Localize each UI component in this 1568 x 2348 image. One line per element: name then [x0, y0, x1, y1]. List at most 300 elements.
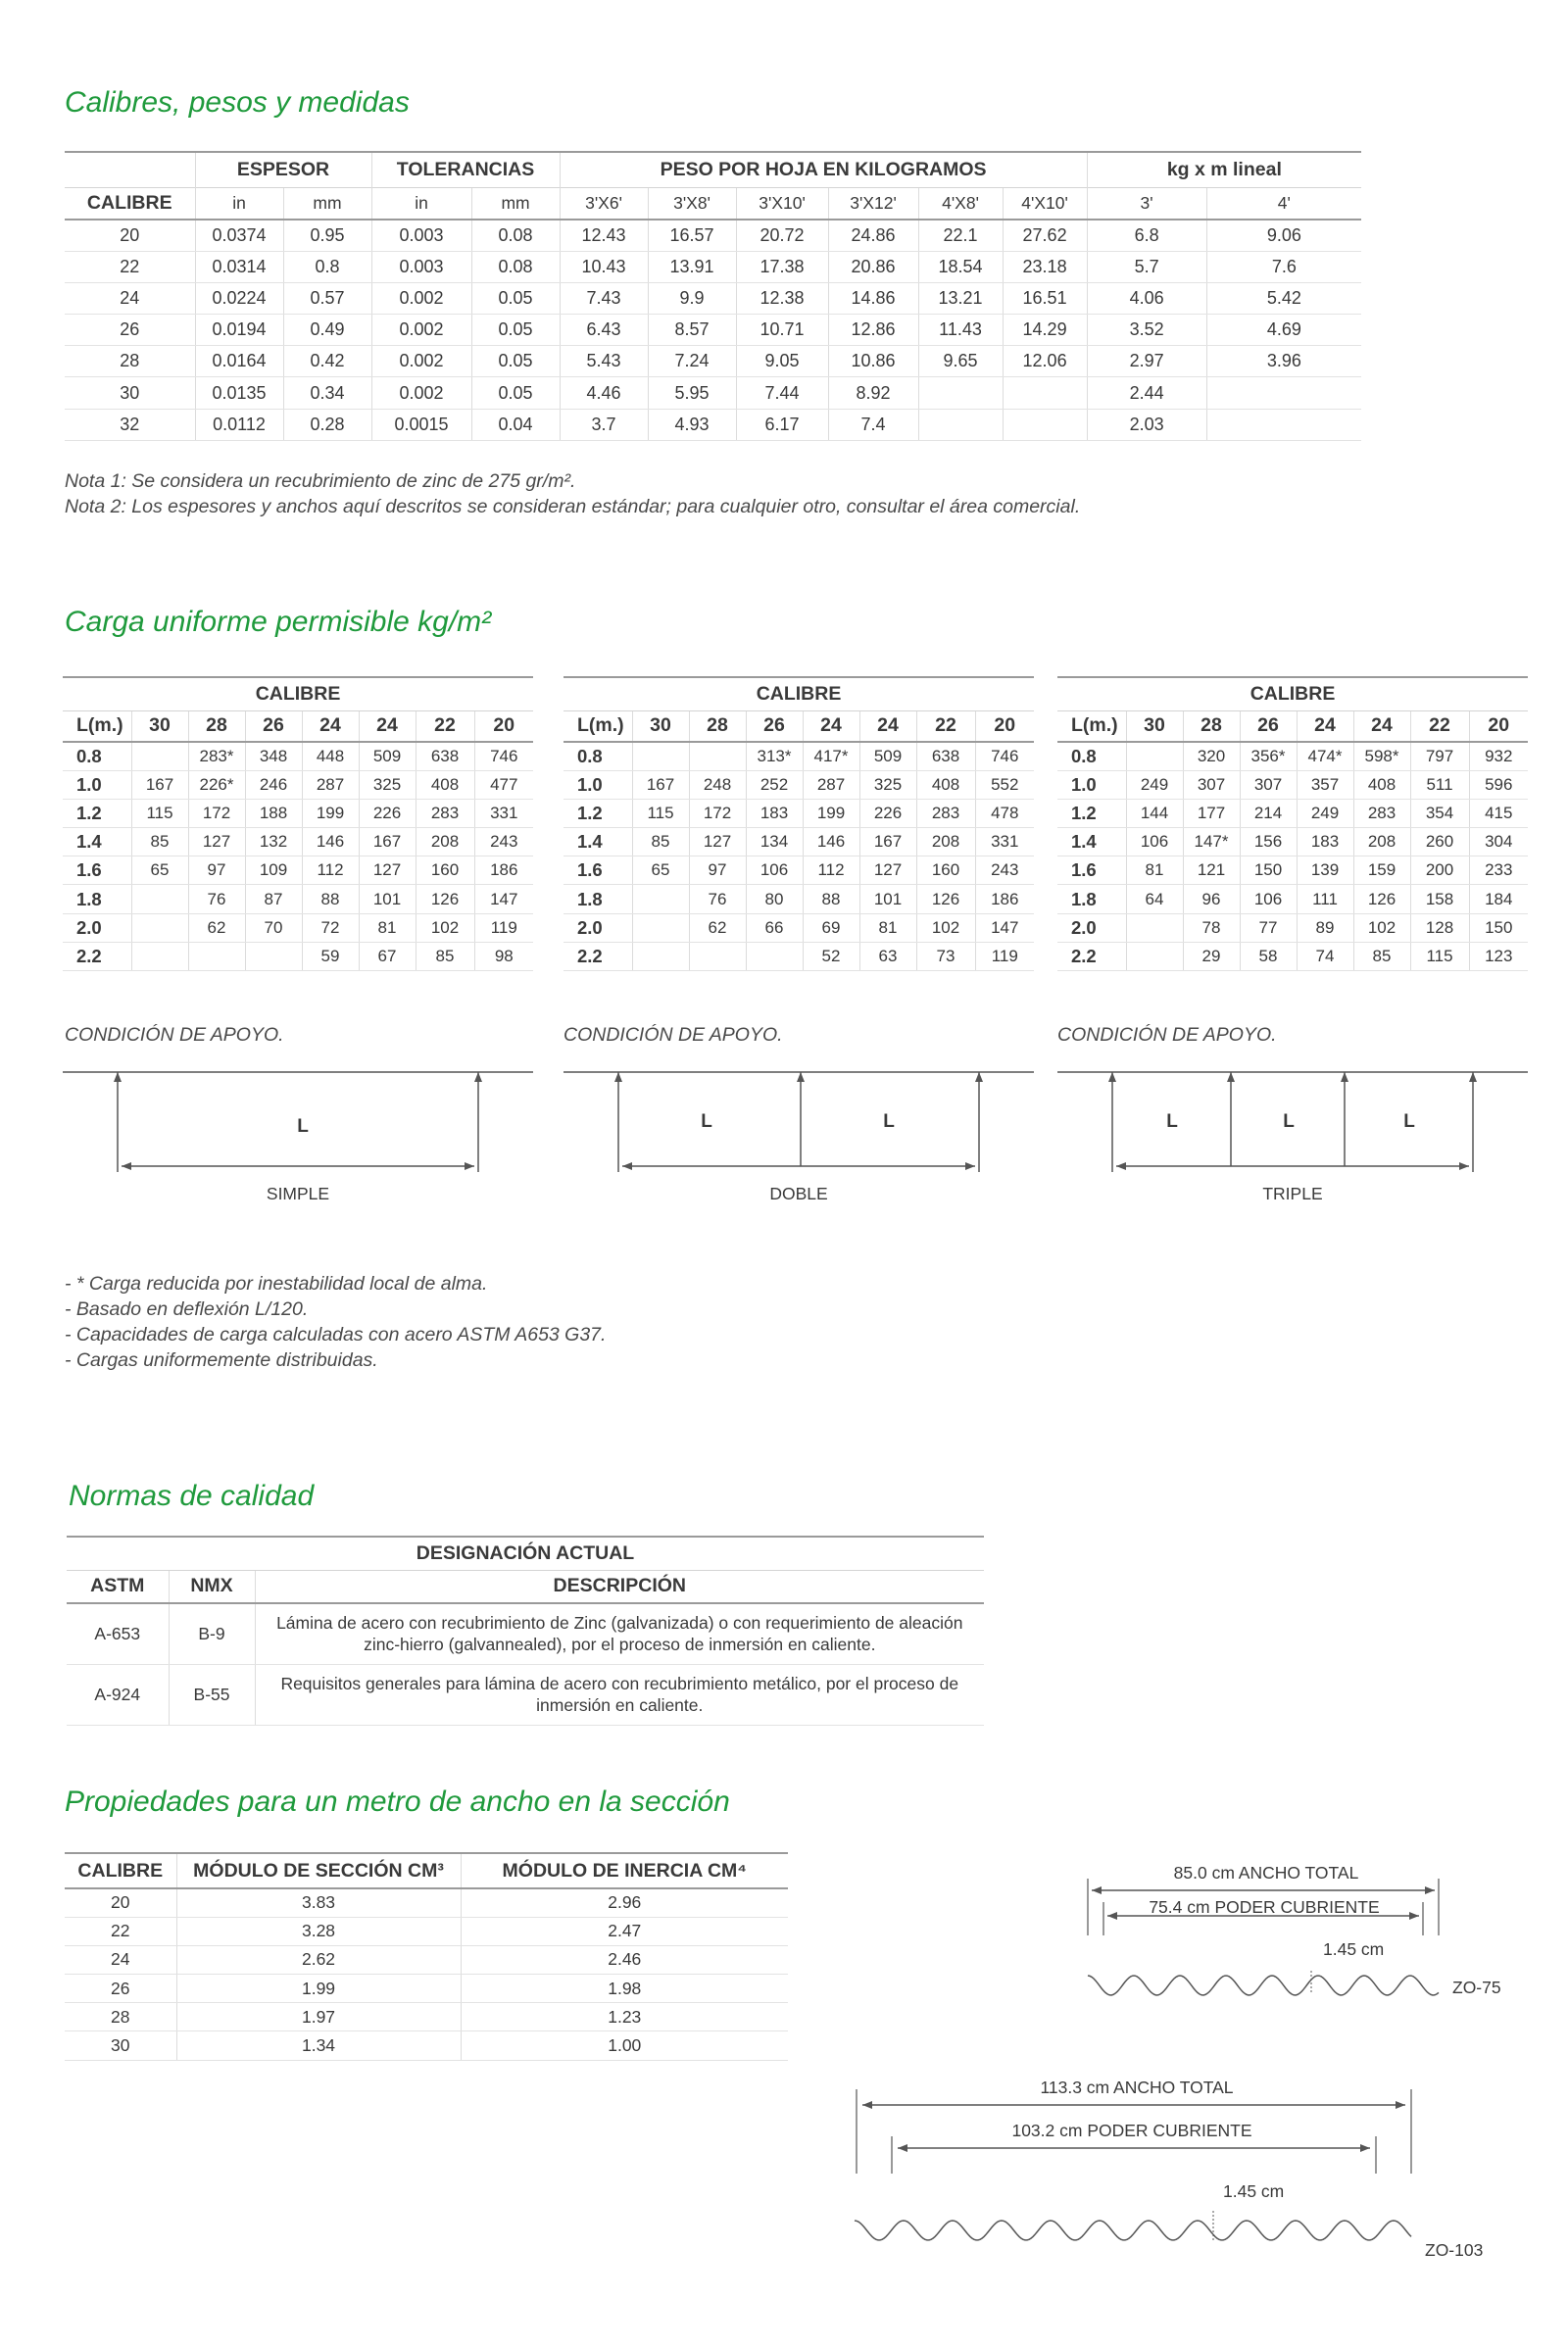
- table-cell: 27.62: [1003, 220, 1087, 251]
- span-header: L(m.): [1057, 710, 1126, 742]
- table-cell: 214: [1240, 799, 1297, 827]
- support-name-triple: TRIPLE: [1262, 1184, 1323, 1203]
- gauge-header: 20: [474, 710, 533, 742]
- table-cell: 106: [1126, 828, 1183, 856]
- table-cell: 233: [1469, 856, 1528, 885]
- table-cell: 29: [1183, 942, 1240, 970]
- subheader-cell: 3'X6': [560, 187, 648, 220]
- table-row: [564, 885, 1034, 913]
- table-cell: 66: [746, 913, 803, 942]
- table-cell: 52: [803, 942, 859, 970]
- table-cell: [1126, 942, 1183, 970]
- carga-note: - Basado en deflexión L/120.: [65, 1298, 309, 1320]
- table-cell: 0.002: [371, 377, 471, 409]
- gauge-header: 22: [416, 710, 474, 742]
- table-cell: 76: [188, 885, 245, 913]
- table-cell: 65: [131, 856, 188, 885]
- carga-table-triple: [1057, 676, 1528, 971]
- table-cell: 509: [859, 742, 916, 770]
- table-cell: 132: [245, 828, 302, 856]
- table-cell: 8.57: [648, 315, 736, 346]
- pesos-table: [65, 151, 1361, 441]
- section-title-normas: Normas de calidad: [69, 1480, 315, 1512]
- table-cell: 139: [1297, 856, 1353, 885]
- table-cell: 62: [689, 913, 746, 942]
- table-cell: 0.28: [283, 409, 371, 440]
- table-cell: [1003, 409, 1087, 440]
- table-cell: 243: [474, 828, 533, 856]
- corrugated-profile: [855, 2221, 1411, 2240]
- table-row: [67, 1603, 984, 1664]
- span-cell: 1.6: [1057, 856, 1126, 885]
- span-cell: 2.2: [1057, 942, 1126, 970]
- table-cell: 638: [416, 742, 474, 770]
- table-cell: 3.7: [560, 409, 648, 440]
- table-cell: 12.86: [828, 315, 918, 346]
- table-cell: 283*: [188, 742, 245, 770]
- table-cell: 159: [1353, 856, 1410, 885]
- table-row: [564, 942, 1034, 970]
- table-cell: 509: [359, 742, 416, 770]
- gauge-header: 28: [1183, 710, 1240, 742]
- table-cell: 2.44: [1087, 377, 1206, 409]
- condicion-apoyo-doble: CONDICIÓN DE APOYO.: [564, 1024, 783, 1046]
- table-cell: 70: [245, 913, 302, 942]
- table-cell: 14.86: [828, 282, 918, 314]
- table-cell: 0.04: [471, 409, 560, 440]
- table-row: [65, 220, 1361, 251]
- table-cell: 307: [1240, 770, 1297, 799]
- table-cell: 9.05: [736, 346, 828, 377]
- table-cell: 67: [359, 942, 416, 970]
- subheader-cell: 3'X10': [736, 187, 828, 220]
- table-cell: 2.03: [1087, 409, 1206, 440]
- gauge-header: 20: [975, 710, 1034, 742]
- table-cell: 89: [1297, 913, 1353, 942]
- carga-note: - Capacidades de carga calculadas con acero ASTM A653 G37.: [65, 1324, 607, 1345]
- table-row: [65, 282, 1361, 314]
- table-cell: 287: [803, 770, 859, 799]
- table-cell: 167: [632, 770, 689, 799]
- table-cell: 127: [689, 828, 746, 856]
- table-cell: 474*: [1297, 742, 1353, 770]
- table-cell: 112: [302, 856, 359, 885]
- gauge-header: 30: [1126, 710, 1183, 742]
- table-cell: 226: [359, 799, 416, 827]
- table-cell: 127: [359, 856, 416, 885]
- table-cell: 58: [1240, 942, 1297, 970]
- gauge-header: 24: [1297, 710, 1353, 742]
- table-cell: 115: [632, 799, 689, 827]
- altura-label: 1.45 cm: [1223, 2181, 1285, 2201]
- table-cell: 249: [1126, 770, 1183, 799]
- table-row: [1057, 828, 1528, 856]
- calibre-header: CALIBRE: [65, 1853, 176, 1888]
- table-cell: 147: [474, 885, 533, 913]
- table-cell: 2.96: [461, 1888, 788, 1917]
- table-cell: 146: [803, 828, 859, 856]
- section-title-propiedades: Propiedades para un metro de ancho en la sección: [65, 1785, 730, 1818]
- profile-zo-75: [1078, 1857, 1509, 2014]
- table-cell: 5.43: [560, 346, 648, 377]
- table-cell: 283: [1353, 799, 1410, 827]
- table-cell: 146: [302, 828, 359, 856]
- table-cell: 248: [689, 770, 746, 799]
- table-cell: 0.95: [283, 220, 371, 251]
- gauge-header: 24: [359, 710, 416, 742]
- table-cell: [131, 742, 188, 770]
- calibre-header: CALIBRE: [1057, 677, 1528, 710]
- table-cell: 17.38: [736, 251, 828, 282]
- table-cell: 28: [65, 2003, 176, 2031]
- table-cell: 1.23: [461, 2003, 788, 2031]
- condicion-apoyo-triple: CONDICIÓN DE APOYO.: [1057, 1024, 1277, 1046]
- nmx-cell: B-9: [169, 1603, 255, 1664]
- span-cell: 1.4: [63, 828, 131, 856]
- span-cell: 2.0: [1057, 913, 1126, 942]
- table-cell: 4.06: [1087, 282, 1206, 314]
- table-cell: 97: [689, 856, 746, 885]
- carga-note: - Cargas uniformemente distribuidas.: [65, 1349, 378, 1371]
- table-cell: 0.34: [283, 377, 371, 409]
- gauge-header: 24: [302, 710, 359, 742]
- table-row: [1057, 942, 1528, 970]
- table-cell: 0.8: [283, 251, 371, 282]
- table-cell: 72: [302, 913, 359, 942]
- table-cell: 10.43: [560, 251, 648, 282]
- table-cell: 408: [916, 770, 975, 799]
- table-cell: [689, 942, 746, 970]
- table-cell: 24.86: [828, 220, 918, 251]
- table-row: [65, 377, 1361, 409]
- ancho-total-label: 113.3 cm ANCHO TOTAL: [1040, 2078, 1234, 2097]
- table-row: [63, 942, 533, 970]
- descripcion-cell: Lámina de acero con recubrimiento de Zinc (galvanizada) o con requerimiento de aleación zinc-hierro (galvannealed), por el proceso de inmersión en caliente.: [255, 1603, 984, 1664]
- table-cell: 3.28: [176, 1917, 461, 1945]
- table-cell: 167: [859, 828, 916, 856]
- span-cell: 1.2: [564, 799, 632, 827]
- corrugated-profile: [1088, 1976, 1439, 1995]
- table-cell: 156: [1240, 828, 1297, 856]
- table-cell: 598*: [1353, 742, 1410, 770]
- poder-cubriente-label: 75.4 cm PODER CUBRIENTE: [1149, 1897, 1380, 1917]
- table-cell: 119: [474, 913, 533, 942]
- table-cell: 11.43: [918, 315, 1003, 346]
- table-cell: 260: [1410, 828, 1469, 856]
- descripcion-cell: Requisitos generales para lámina de acero con recubrimiento metálico, por el proceso de inmersión en caliente.: [255, 1664, 984, 1725]
- table-cell: 85: [131, 828, 188, 856]
- table-cell: 1.98: [461, 1975, 788, 2003]
- table-row: [63, 799, 533, 827]
- table-cell: 200: [1410, 856, 1469, 885]
- table-cell: 102: [916, 913, 975, 942]
- table-cell: [632, 942, 689, 970]
- table-cell: 80: [746, 885, 803, 913]
- table-cell: 448: [302, 742, 359, 770]
- gauge-header: 28: [188, 710, 245, 742]
- table-cell: 22: [65, 1917, 176, 1945]
- table-row: [1057, 913, 1528, 942]
- table-cell: 101: [359, 885, 416, 913]
- table-cell: 356*: [1240, 742, 1297, 770]
- table-cell: 1.97: [176, 2003, 461, 2031]
- table-cell: 304: [1469, 828, 1528, 856]
- table-cell: 22.1: [918, 220, 1003, 251]
- table-cell: 283: [416, 799, 474, 827]
- astm-cell: A-653: [67, 1603, 169, 1664]
- table-cell: 357: [1297, 770, 1353, 799]
- table-cell: 0.0314: [195, 251, 283, 282]
- gauge-header: 30: [632, 710, 689, 742]
- table-cell: 13.91: [648, 251, 736, 282]
- table-cell: 0.0164: [195, 346, 283, 377]
- table-cell: 7.6: [1206, 251, 1361, 282]
- normas-table: [67, 1536, 984, 1726]
- table-cell: 16.51: [1003, 282, 1087, 314]
- table-cell: 3.83: [176, 1888, 461, 1917]
- table-cell: 30: [65, 2031, 176, 2060]
- altura-label: 1.45 cm: [1323, 1939, 1385, 1959]
- table-cell: 226: [859, 799, 916, 827]
- table-row: [564, 799, 1034, 827]
- table-cell: 126: [1353, 885, 1410, 913]
- table-cell: 160: [916, 856, 975, 885]
- astm-header: ASTM: [67, 1570, 169, 1603]
- subheader-cell: in: [371, 187, 471, 220]
- span-cell: 1.0: [63, 770, 131, 799]
- table-cell: 0.0112: [195, 409, 283, 440]
- table-cell: 596: [1469, 770, 1528, 799]
- table-cell: [131, 885, 188, 913]
- table-cell: 77: [1240, 913, 1297, 942]
- table-cell: 408: [1353, 770, 1410, 799]
- table-cell: 746: [474, 742, 533, 770]
- table-cell: 6.43: [560, 315, 648, 346]
- gauge-header: 26: [1240, 710, 1297, 742]
- span-label: L: [1403, 1111, 1415, 1132]
- section-title-calibres: Calibres, pesos y medidas: [65, 86, 410, 119]
- gauge-header: 24: [1353, 710, 1410, 742]
- nmx-cell: B-55: [169, 1664, 255, 1725]
- table-cell: 0.05: [471, 346, 560, 377]
- table-cell: 123: [1469, 942, 1528, 970]
- span-cell: 2.2: [564, 942, 632, 970]
- table-cell: 3.96: [1206, 346, 1361, 377]
- table-cell: 106: [746, 856, 803, 885]
- support-name-simple: SIMPLE: [266, 1184, 330, 1203]
- span-cell: 0.8: [564, 742, 632, 770]
- group-peso: PESO POR HOJA EN KILOGRAMOS: [560, 152, 1087, 187]
- table-cell: 81: [359, 913, 416, 942]
- nmx-header: NMX: [169, 1570, 255, 1603]
- table-cell: 208: [416, 828, 474, 856]
- table-cell: 20.86: [828, 251, 918, 282]
- table-cell: 186: [474, 856, 533, 885]
- table-cell: 0.57: [283, 282, 371, 314]
- table-cell: 325: [359, 770, 416, 799]
- table-cell: [245, 942, 302, 970]
- table-cell: 0.42: [283, 346, 371, 377]
- table-cell: 5.7: [1087, 251, 1206, 282]
- table-cell: 0.05: [471, 315, 560, 346]
- table-row: [1057, 770, 1528, 799]
- table-cell: 2.97: [1087, 346, 1206, 377]
- nota-2: Nota 2: Los espesores y anchos aquí descritos se consideran estándar; para cualquier otro, consultar el área comercial.: [65, 496, 1081, 517]
- table-cell: 226*: [188, 770, 245, 799]
- table-row: [65, 1917, 788, 1945]
- table-cell: 32: [65, 409, 195, 440]
- table-cell: 147: [975, 913, 1034, 942]
- table-cell: 115: [1410, 942, 1469, 970]
- table-cell: 23.18: [1003, 251, 1087, 282]
- table-cell: 150: [1240, 856, 1297, 885]
- span-cell: 2.0: [564, 913, 632, 942]
- table-cell: 126: [916, 885, 975, 913]
- table-cell: 478: [975, 799, 1034, 827]
- table-cell: 64: [1126, 885, 1183, 913]
- span-cell: 1.6: [564, 856, 632, 885]
- table-cell: 199: [803, 799, 859, 827]
- condicion-apoyo-simple: CONDICIÓN DE APOYO.: [65, 1024, 284, 1046]
- carga-note: - * Carga reducida por inestabilidad local de alma.: [65, 1273, 488, 1295]
- table-cell: 552: [975, 770, 1034, 799]
- table-cell: [632, 742, 689, 770]
- table-cell: [1003, 377, 1087, 409]
- table-cell: 8.92: [828, 377, 918, 409]
- span-header: L(m.): [63, 710, 131, 742]
- table-cell: 2.62: [176, 1945, 461, 1974]
- subheader-cell: 3'X8': [648, 187, 736, 220]
- table-cell: [1206, 377, 1361, 409]
- table-cell: 81: [859, 913, 916, 942]
- table-cell: 150: [1469, 913, 1528, 942]
- table-row: [1057, 856, 1528, 885]
- table-row: [67, 1664, 984, 1725]
- table-cell: 0.003: [371, 251, 471, 282]
- table-row: [65, 409, 1361, 440]
- table-cell: 1.00: [461, 2031, 788, 2060]
- table-cell: 88: [302, 885, 359, 913]
- span-cell: 1.0: [564, 770, 632, 799]
- table-cell: [1126, 742, 1183, 770]
- nota-1: Nota 1: Se considera un recubrimiento de zinc de 275 gr/m².: [65, 470, 576, 492]
- table-cell: [918, 377, 1003, 409]
- table-cell: 243: [975, 856, 1034, 885]
- carga-table-simple: [63, 676, 533, 971]
- gauge-header: 24: [803, 710, 859, 742]
- table-cell: 0.49: [283, 315, 371, 346]
- span-label: L: [297, 1116, 309, 1137]
- table-cell: 85: [632, 828, 689, 856]
- table-cell: 252: [746, 770, 803, 799]
- table-cell: 7.43: [560, 282, 648, 314]
- table-cell: 0.05: [471, 377, 560, 409]
- table-cell: 30: [65, 377, 195, 409]
- propiedades-table: [65, 1852, 788, 2061]
- table-cell: [1126, 913, 1183, 942]
- span-cell: 0.8: [63, 742, 131, 770]
- table-cell: 208: [916, 828, 975, 856]
- table-cell: 78: [1183, 913, 1240, 942]
- calibre-header: CALIBRE: [564, 677, 1034, 710]
- table-cell: 1.99: [176, 1975, 461, 2003]
- table-cell: 12.38: [736, 282, 828, 314]
- table-cell: 20.72: [736, 220, 828, 251]
- table-cell: 4.69: [1206, 315, 1361, 346]
- table-cell: 119: [975, 942, 1034, 970]
- table-cell: 0.002: [371, 346, 471, 377]
- table-row: [63, 770, 533, 799]
- table-cell: 6.17: [736, 409, 828, 440]
- table-cell: 12.43: [560, 220, 648, 251]
- table-cell: 26: [65, 315, 195, 346]
- span-cell: 1.8: [1057, 885, 1126, 913]
- table-cell: 109: [245, 856, 302, 885]
- table-cell: 511: [1410, 770, 1469, 799]
- gauge-header: 24: [859, 710, 916, 742]
- span-label: L: [883, 1111, 895, 1132]
- table-cell: 638: [916, 742, 975, 770]
- table-cell: 932: [1469, 742, 1528, 770]
- table-cell: 102: [416, 913, 474, 942]
- table-cell: 28: [65, 346, 195, 377]
- table-cell: 183: [746, 799, 803, 827]
- gauge-header: 20: [1469, 710, 1528, 742]
- table-cell: 183: [1297, 828, 1353, 856]
- table-row: [1057, 885, 1528, 913]
- table-cell: 98: [474, 942, 533, 970]
- table-cell: 199: [302, 799, 359, 827]
- table-cell: 0.002: [371, 282, 471, 314]
- table-cell: 331: [975, 828, 1034, 856]
- gauge-header: 26: [746, 710, 803, 742]
- table-row: [63, 742, 533, 770]
- modulo-seccion-header: MÓDULO DE SECCIÓN CM³: [176, 1853, 461, 1888]
- table-cell: 287: [302, 770, 359, 799]
- table-row: [65, 1945, 788, 1974]
- subheader-cell: mm: [471, 187, 560, 220]
- table-cell: 5.42: [1206, 282, 1361, 314]
- table-cell: 127: [859, 856, 916, 885]
- table-cell: 354: [1410, 799, 1469, 827]
- descripcion-header: DESCRIPCIÓN: [255, 1570, 984, 1603]
- table-cell: 76: [689, 885, 746, 913]
- table-cell: 0.05: [471, 282, 560, 314]
- table-cell: [689, 742, 746, 770]
- gauge-header: 22: [1410, 710, 1469, 742]
- table-cell: 106: [1240, 885, 1297, 913]
- table-row: [63, 885, 533, 913]
- table-cell: 24: [65, 1945, 176, 1974]
- gauge-header: 28: [689, 710, 746, 742]
- table-cell: 97: [188, 856, 245, 885]
- calibre-header: CALIBRE: [63, 677, 533, 710]
- subheader-cell: 4'X10': [1003, 187, 1087, 220]
- span-cell: 2.2: [63, 942, 131, 970]
- table-cell: [188, 942, 245, 970]
- table-cell: 10.86: [828, 346, 918, 377]
- table-cell: 24: [65, 282, 195, 314]
- carga-table-doble: [564, 676, 1034, 971]
- table-cell: 746: [975, 742, 1034, 770]
- table-cell: 331: [474, 799, 533, 827]
- table-cell: 20: [65, 220, 195, 251]
- support-name-doble: DOBLE: [769, 1184, 828, 1203]
- table-cell: 307: [1183, 770, 1240, 799]
- diagram-doble: [564, 1066, 1034, 1213]
- table-cell: 477: [474, 770, 533, 799]
- subheader-cell: 4'X8': [918, 187, 1003, 220]
